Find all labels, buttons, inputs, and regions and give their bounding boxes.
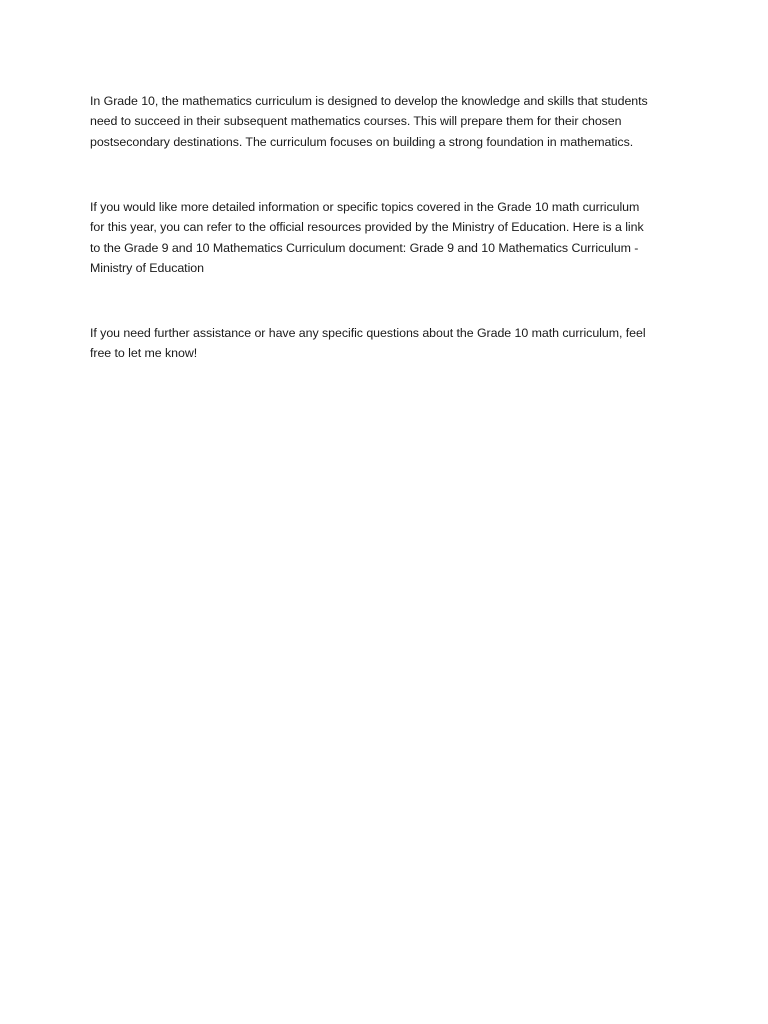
paragraph-line: free to let me know! [90, 346, 198, 361]
paragraph-line: need to succeed in their subsequent mathematics courses. This will prepare them for their chosen [90, 114, 622, 129]
paragraph-line: postsecondary destinations. The curriculum focuses on building a strong foundation in mathematics. [90, 134, 634, 149]
paragraph-line: If you would like more detailed information or specific topics covered in the Grade 10 math curriculum [90, 200, 640, 214]
intro-paragraph [90, 91, 690, 152]
paragraph-line: to the Grade 9 and 10 Mathematics Curriculum document: Grade 9 and 10 Mathematics Curriculum - [90, 240, 639, 255]
paragraph-line: If you need further assistance or have any specific questions about the Grade 10 math curriculum, feel [90, 326, 646, 340]
paragraph-line: for this year, you can refer to the official resources provided by the Ministry of Education. Here is a link [90, 220, 644, 235]
resources-paragraph [90, 197, 690, 279]
closing-paragraph [90, 323, 690, 364]
paragraph-line: In Grade 10, the mathematics curriculum is designed to develop the knowledge and skills that students [90, 94, 648, 108]
paragraph-line: Ministry of Education [90, 261, 204, 276]
